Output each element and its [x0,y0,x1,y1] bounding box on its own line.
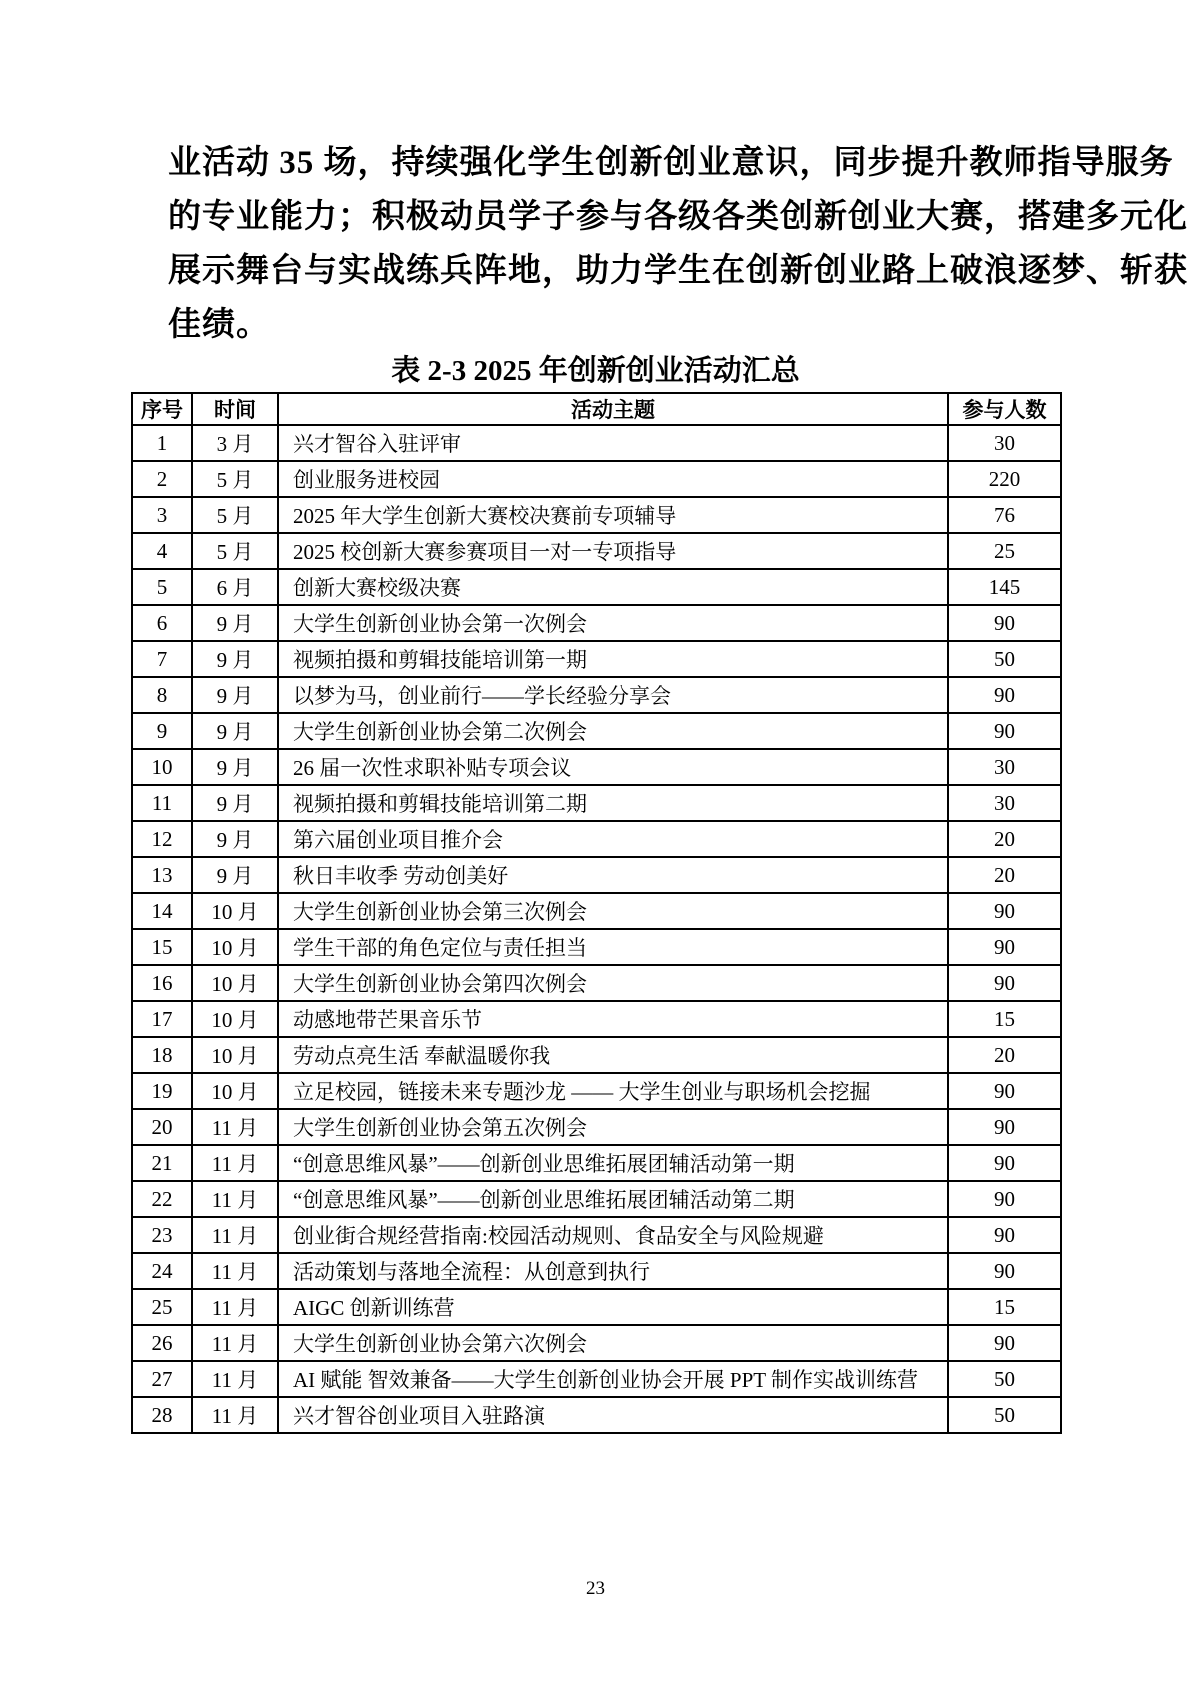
header-cell-participants: 参与人数 [948,393,1061,425]
table-row [132,569,1061,605]
table-row [132,1181,1061,1217]
cell-no: 9 [132,713,192,749]
cell-no: 10 [132,749,192,785]
activities-table [131,392,1062,1434]
cell-theme: AIGC 创新训练营 [278,1289,948,1325]
cell-participants: 90 [948,1145,1061,1181]
cell-month: 9 月 [192,641,278,677]
cell-theme: 创业街合规经营指南:校园活动规则、食品安全与风险规避 [278,1217,948,1253]
cell-participants: 90 [948,677,1061,713]
table-row [132,821,1061,857]
cell-theme: “创意思维风暴”——创新创业思维拓展团辅活动第二期 [278,1181,948,1217]
cell-theme: 秋日丰收季 劳动创美好 [278,857,948,893]
table-row [132,1145,1061,1181]
cell-no: 27 [132,1361,192,1397]
cell-participants: 90 [948,929,1061,965]
cell-participants: 90 [948,1217,1061,1253]
table-row [132,785,1061,821]
cell-month: 10 月 [192,1001,278,1037]
cell-participants: 220 [948,461,1061,497]
cell-participants: 20 [948,857,1061,893]
cell-month: 6 月 [192,569,278,605]
cell-theme: 大学生创新创业协会第六次例会 [278,1325,948,1361]
cell-theme: 创业服务进校园 [278,461,948,497]
cell-no: 18 [132,1037,192,1073]
page-number: 23 [586,1578,605,1599]
body-paragraph [168,136,1188,352]
cell-no: 20 [132,1109,192,1145]
cell-no: 2 [132,461,192,497]
header-cell-month: 时间 [192,393,278,425]
table-row [132,1217,1061,1253]
table-row [132,461,1061,497]
cell-month: 9 月 [192,857,278,893]
cell-month: 9 月 [192,605,278,641]
paragraph-line-4: 佳绩。 [168,307,270,343]
cell-participants: 20 [948,1037,1061,1073]
cell-month: 10 月 [192,893,278,929]
cell-theme: 以梦为马，创业前行——学长经验分享会 [278,677,948,713]
table-row [132,1289,1061,1325]
cell-month: 11 月 [192,1361,278,1397]
cell-no: 11 [132,785,192,821]
cell-no: 13 [132,857,192,893]
table-row [132,1325,1061,1361]
cell-theme: 动感地带芒果音乐节 [278,1001,948,1037]
cell-theme: 创新大赛校级决赛 [278,569,948,605]
cell-theme: AI 赋能 智效兼备——大学生创新创业协会开展 PPT 制作实战训练营 [278,1361,948,1397]
cell-no: 12 [132,821,192,857]
cell-month: 5 月 [192,497,278,533]
cell-participants: 90 [948,1109,1061,1145]
cell-participants: 145 [948,569,1061,605]
cell-no: 5 [132,569,192,605]
cell-month: 3 月 [192,425,278,461]
table-row [132,1037,1061,1073]
cell-theme: 26 届一次性求职补贴专项会议 [278,749,948,785]
cell-theme: “创意思维风暴”——创新创业思维拓展团辅活动第一期 [278,1145,948,1181]
cell-no: 14 [132,893,192,929]
cell-no: 25 [132,1289,192,1325]
cell-no: 15 [132,929,192,965]
cell-no: 26 [132,1325,192,1361]
cell-no: 7 [132,641,192,677]
table-row [132,1073,1061,1109]
cell-participants: 25 [948,533,1061,569]
table-row [132,1397,1061,1433]
cell-theme: 大学生创新创业协会第三次例会 [278,893,948,929]
cell-month: 9 月 [192,785,278,821]
table-row [132,1361,1061,1397]
cell-month: 11 月 [192,1217,278,1253]
cell-participants: 50 [948,641,1061,677]
paragraph-line-2: 的专业能力；积极动员学子参与各级各类创新创业大赛，搭建多元化 [168,199,1188,235]
table-row [132,1109,1061,1145]
cell-participants: 76 [948,497,1061,533]
cell-participants: 90 [948,1253,1061,1289]
cell-theme: 学生干部的角色定位与责任担当 [278,929,948,965]
table-row [132,1001,1061,1037]
cell-no: 24 [132,1253,192,1289]
cell-month: 11 月 [192,1289,278,1325]
cell-no: 23 [132,1217,192,1253]
cell-month: 11 月 [192,1397,278,1433]
table-row [132,965,1061,1001]
cell-no: 22 [132,1181,192,1217]
table-row [132,713,1061,749]
cell-participants: 90 [948,605,1061,641]
cell-no: 28 [132,1397,192,1433]
cell-theme: 大学生创新创业协会第一次例会 [278,605,948,641]
table-header-row [132,393,1061,425]
cell-theme: 兴才智谷创业项目入驻路演 [278,1397,948,1433]
cell-participants: 90 [948,1325,1061,1361]
cell-participants: 30 [948,749,1061,785]
cell-month: 10 月 [192,1037,278,1073]
cell-participants: 90 [948,965,1061,1001]
cell-month: 10 月 [192,1073,278,1109]
cell-month: 5 月 [192,533,278,569]
cell-month: 11 月 [192,1109,278,1145]
cell-no: 6 [132,605,192,641]
table-row [132,857,1061,893]
cell-theme: 视频拍摄和剪辑技能培训第一期 [278,641,948,677]
table-row [132,497,1061,533]
cell-no: 17 [132,1001,192,1037]
paragraph-line-3: 展示舞台与实战练兵阵地，助力学生在创新创业路上破浪逐梦、斩获 [168,253,1188,289]
cell-participants: 90 [948,713,1061,749]
cell-no: 21 [132,1145,192,1181]
cell-participants: 50 [948,1397,1061,1433]
cell-theme: 大学生创新创业协会第二次例会 [278,713,948,749]
table-row [132,605,1061,641]
cell-month: 9 月 [192,713,278,749]
cell-theme: 劳动点亮生活 奉献温暖你我 [278,1037,948,1073]
table-row [132,929,1061,965]
cell-participants: 90 [948,893,1061,929]
cell-theme: 兴才智谷入驻评审 [278,425,948,461]
cell-month: 11 月 [192,1145,278,1181]
cell-month: 11 月 [192,1181,278,1217]
cell-no: 1 [132,425,192,461]
cell-month: 5 月 [192,461,278,497]
cell-month: 11 月 [192,1253,278,1289]
cell-month: 10 月 [192,929,278,965]
table-row [132,425,1061,461]
cell-month: 9 月 [192,821,278,857]
cell-participants: 20 [948,821,1061,857]
cell-participants: 15 [948,1289,1061,1325]
cell-participants: 90 [948,1181,1061,1217]
table-row [132,533,1061,569]
paragraph-line-1: 业活动 35 场，持续强化学生创新创业意识，同步提升教师指导服务 [168,145,1174,181]
table-row [132,641,1061,677]
table-title: 表 2-3 2025 年创新创业活动汇总 [391,355,800,387]
header-cell-theme: 活动主题 [278,393,948,425]
table-row [132,1253,1061,1289]
cell-no: 16 [132,965,192,1001]
cell-month: 11 月 [192,1325,278,1361]
cell-participants: 30 [948,425,1061,461]
cell-participants: 50 [948,1361,1061,1397]
cell-theme: 2025 校创新大赛参赛项目一对一专项指导 [278,533,948,569]
cell-month: 9 月 [192,677,278,713]
cell-no: 19 [132,1073,192,1109]
table-row [132,749,1061,785]
cell-participants: 30 [948,785,1061,821]
activities-table-body [132,425,1061,1433]
cell-no: 8 [132,677,192,713]
cell-participants: 15 [948,1001,1061,1037]
cell-participants: 90 [948,1073,1061,1109]
cell-theme: 2025 年大学生创新大赛校决赛前专项辅导 [278,497,948,533]
cell-month: 10 月 [192,965,278,1001]
cell-theme: 第六届创业项目推介会 [278,821,948,857]
cell-theme: 视频拍摄和剪辑技能培训第二期 [278,785,948,821]
cell-no: 3 [132,497,192,533]
cell-theme: 立足校园，链接未来专题沙龙 —— 大学生创业与职场机会挖掘 [278,1073,948,1109]
cell-no: 4 [132,533,192,569]
table-row [132,677,1061,713]
cell-month: 9 月 [192,749,278,785]
header-cell-no: 序号 [132,393,192,425]
cell-theme: 大学生创新创业协会第五次例会 [278,1109,948,1145]
table-row [132,893,1061,929]
cell-theme: 大学生创新创业协会第四次例会 [278,965,948,1001]
cell-theme: 活动策划与落地全流程：从创意到执行 [278,1253,948,1289]
